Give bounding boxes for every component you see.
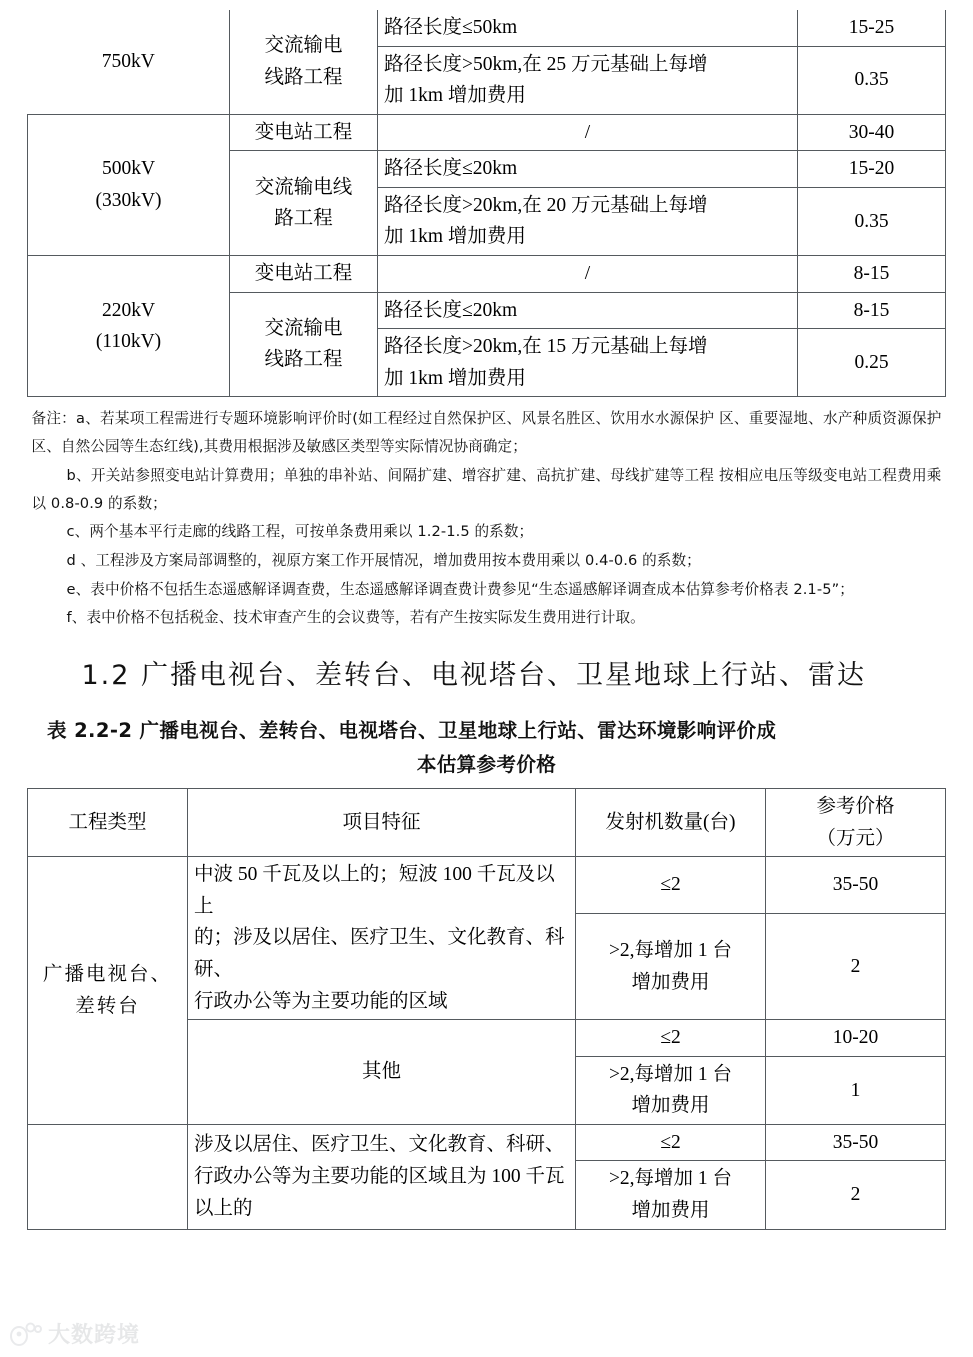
feature-broadcast-high-power-line3: 行政办公等为主要功能的区域 — [194, 990, 448, 1012]
price-500-substation: 30-40 — [798, 114, 946, 151]
feature-750-1: 路径长度≤50km — [378, 10, 798, 46]
count-g1-f1-r2-line1: >2,每增加 1 台 — [608, 940, 733, 962]
count-g1-f2-r2-line2: 增加费用 — [631, 1095, 710, 1117]
table-row — [28, 857, 946, 914]
feature-broadcast-high-power-line1: 中波 50 千瓦及以上的；短波 100 千瓦及以上 — [194, 864, 555, 917]
voltage-label-500-main: 500kV — [101, 158, 156, 180]
price-750-1: 15-25 — [798, 10, 946, 46]
price-500-2: 0.35 — [798, 187, 946, 255]
table-row — [28, 114, 946, 151]
voltage-label-220-sub: (110kV) — [95, 331, 162, 353]
header-project-type: 工程类型 — [28, 789, 188, 857]
feature-750-2-line2: 加 1km 增加费用 — [384, 85, 526, 107]
note-c: c、两个基本平行走廊的线路工程，可按单条费用乘以 1.2-1.5 的系数； — [66, 523, 534, 541]
feature-220-2 — [378, 329, 798, 397]
broadcast-table-caption-line1: 表 2.2-2 广播电视台、差转台、电视塔台、卫星地球上行站、雷达环境影响评价成 — [47, 718, 777, 742]
note-e: e、表中价格不包括生态遥感解译调查费，生态遥感解译调查费计费参见“生态遥感解译调查成本估算参考价格表 2.1-5”； — [66, 580, 854, 598]
project-type-220-substation: 变电站工程 — [230, 256, 378, 293]
price-220-2: 0.25 — [798, 329, 946, 397]
feature-500-2-line1: 路径长度>20km,在 20 万元基础上每增 — [384, 194, 708, 216]
header-reference-price — [766, 789, 946, 857]
feature-500-2 — [378, 187, 798, 255]
project-type-500-line2: 路工程 — [274, 208, 333, 230]
header-transmitter-count: 发射机数量(台) — [576, 789, 766, 857]
broadcast-table-caption-line2: 本估算参考价格 — [416, 752, 557, 776]
price-500-1: 15-20 — [798, 151, 946, 188]
voltage-label-500 — [28, 114, 230, 255]
project-type-750-line1: 交流输电 — [264, 35, 343, 57]
project-type-220-line2: 线路工程 — [264, 349, 343, 371]
note-a: 备注：a、若某项工程需进行专题环境影响评价时(如工程经过自然保护区、风景名胜区、饮用水水源保护 区、重要湿地、水产种质资源保护区、自然公园等生态红线),其费用根据涉及敏感区类型等实际情况协商确定； — [31, 410, 942, 456]
feature-broadcast-other: 其他 — [188, 1020, 576, 1125]
feature-220-1: 路径长度≤20km — [378, 292, 798, 329]
count-g1-f2-r2-line1: >2,每增加 1 台 — [608, 1063, 733, 1085]
feature-500-substation: / — [378, 114, 798, 151]
feature-220-substation: / — [378, 256, 798, 293]
price-g2-f1-r2: 2 — [766, 1161, 946, 1229]
feature-750-2 — [378, 46, 798, 114]
price-g1-f1-r1: 35-50 — [766, 857, 946, 914]
count-g1-f1-r1: ≤2 — [576, 857, 766, 914]
price-750-2: 0.35 — [798, 46, 946, 114]
table-row — [28, 256, 946, 293]
feature-group2-line1: 涉及以居住、医疗卫生、文化教育、科研、 — [194, 1134, 565, 1156]
header-project-feature: 项目特征 — [188, 789, 576, 857]
voltage-label-500-sub: (330kV) — [95, 189, 162, 211]
count-g2-f1-r1: ≤2 — [576, 1124, 766, 1161]
price-g1-f2-r2: 1 — [766, 1056, 946, 1124]
count-g1-f1-r2-line2: 增加费用 — [631, 971, 710, 993]
count-g2-f1-r2-line2: 增加费用 — [631, 1200, 710, 1222]
type-broadcast-relay — [28, 857, 188, 1125]
feature-750-2-line1: 路径长度>50km,在 25 万元基础上每增 — [384, 53, 708, 75]
type-broadcast-relay-line1: 广播电视台、 — [42, 963, 172, 985]
feature-220-2-line1: 路径长度>20km,在 15 万元基础上每增 — [384, 336, 708, 358]
project-type-500-line — [230, 151, 378, 256]
table-header-row — [28, 789, 946, 857]
table-notes — [32, 405, 942, 632]
count-g1-f1-r2 — [576, 914, 766, 1020]
voltage-label-750: 750kV — [28, 10, 230, 114]
table-row — [28, 10, 946, 46]
project-type-500-line1: 交流输电线 — [254, 176, 353, 198]
feature-220-2-line2: 加 1km 增加费用 — [384, 367, 526, 389]
watermark-text: 大数跨境 — [48, 1323, 141, 1348]
price-g1-f2-r1: 10-20 — [766, 1020, 946, 1057]
feature-broadcast-high-power-line2: 的；涉及以居住、医疗卫生、文化教育、科研、 — [194, 927, 565, 980]
header-reference-price-line1: 参考价格 — [816, 796, 895, 818]
feature-group2 — [188, 1124, 576, 1229]
feature-500-1: 路径长度≤20km — [378, 151, 798, 188]
project-type-750-line2: 线路工程 — [264, 66, 343, 88]
note-b: b、开关站参照变电站计算费用；单独的串补站、间隔扩建、增容扩建、高抗扩建、母线扩建等工程 按相应电压等级变电站工程费用乘以 0.8-0.9 的系数； — [31, 466, 942, 512]
document-page — [0, 10, 973, 1357]
broadcast-table-caption — [28, 714, 946, 782]
voltage-label-220-main: 220kV — [101, 299, 156, 321]
count-g2-f1-r2-line1: >2,每增加 1 台 — [608, 1168, 733, 1190]
section-heading-1-2: 1.2 广播电视台、差转台、电视塔台、卫星地球上行站、雷达 — [81, 660, 867, 692]
price-g2-f1-r1: 35-50 — [766, 1124, 946, 1161]
price-220-1: 8-15 — [798, 292, 946, 329]
count-g1-f2-r2 — [576, 1056, 766, 1124]
project-type-220-line1: 交流输电 — [264, 317, 343, 339]
feature-500-2-line2: 加 1km 增加费用 — [384, 226, 526, 248]
voltage-label-220 — [28, 256, 230, 397]
feature-group2-line3: 以上的 — [194, 1197, 253, 1219]
type-group2-blank — [28, 1124, 188, 1229]
price-g1-f1-r2: 2 — [766, 914, 946, 1020]
table-row — [28, 1124, 946, 1161]
watermark — [8, 1318, 140, 1349]
feature-group2-line2: 行政办公等为主要功能的区域且为 100 千瓦 — [194, 1165, 565, 1187]
project-type-220-line — [230, 292, 378, 397]
header-reference-price-line2: （万元） — [816, 827, 895, 849]
count-g2-f1-r2 — [576, 1161, 766, 1229]
note-d: d 、工程涉及方案局部调整的，视原方案工作开展情况，增加费用按本费用乘以 0.4-0.6 的系数； — [66, 551, 701, 569]
broadcast-price-table — [27, 788, 946, 1230]
voltage-price-table — [27, 10, 946, 397]
count-g1-f2-r1: ≤2 — [576, 1020, 766, 1057]
note-f: f、表中价格不包括税金、技术审查产生的会议费等，若有产生按实际发生费用进行计取。 — [66, 609, 645, 627]
price-220-substation: 8-15 — [798, 256, 946, 293]
project-type-750 — [230, 10, 378, 114]
project-type-500-substation: 变电站工程 — [230, 114, 378, 151]
feature-broadcast-high-power — [188, 857, 576, 1020]
koala-logo-icon — [8, 1320, 42, 1348]
type-broadcast-relay-line2: 差转台 — [75, 995, 140, 1017]
